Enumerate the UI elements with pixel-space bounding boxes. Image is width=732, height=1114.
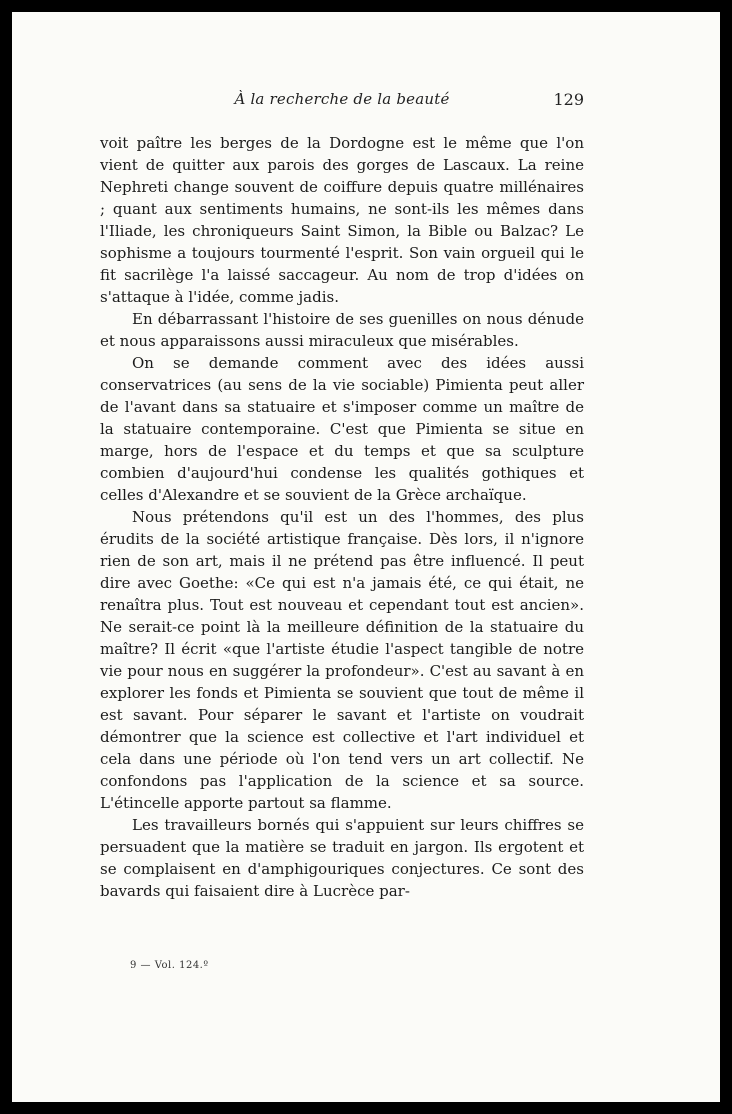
paragraph-3: On se demande comment avec des idées aussi conservatrices (au sens de la vie sociable) Pimienta peut aller de l'avant dans sa statuaire et s'imposer comme un maître de la statuaire contemporaine. C'est que Pimienta se situe en marge, hors de l'espace et du temps et que sa sculpture combien d'aujourd'hui condense les qualités gothiques et celles d'Alexandre et se souvient de la Grèce archaïque.: [100, 354, 584, 504]
printer-signature: 9 — Vol. 124.º: [130, 960, 209, 971]
paragraph-1: voit paître les berges de la Dordogne est le même que l'on vient de quitter aux parois des gorges de Lascaux. La reine Nephreti change souvent de coiffure depuis quatre millénaires ; quant aux sentiments humains, ne sont-ils les mêmes dans l'Iliade, les chroniqueurs Saint Simon, la Bible ou Balzac? Le sophisme a toujours tourmenté l'esprit. Son vain orgueil qui le fit sacrilège l'a laissé saccageur. Au nom de trop d'idées on s'attaque à l'idée, comme jadis.: [100, 134, 584, 306]
paragraph-2: En débarrassant l'histoire de ses guenilles on nous dénude et nous apparaissons aussi miraculeux que misérables.: [100, 310, 584, 350]
page-header: [100, 90, 584, 114]
running-title: À la recherche de la beauté: [234, 90, 450, 108]
body-text: [100, 132, 584, 902]
book-page: [12, 12, 720, 1102]
paragraph-5: Les travailleurs bornés qui s'appuient sur leurs chiffres se persuadent que la matière se traduit en jargon. Ils ergotent et se complaisent en d'amphigouriques conjectures. Ce sont des bavards qui faisaient dire à Lucrèce par-: [100, 816, 584, 900]
page-number: 129: [553, 90, 584, 109]
paragraph-4: Nous prétendons qu'il est un des l'hommes, des plus érudits de la société artistique française. Dès lors, il n'ignore rien de son art, mais il ne prétend pas être influencé. Il peut dire avec Goethe: «Ce qui est n'a jamais été, ce qui était, ne renaîtra plus. Tout est nouveau et cependant tout est ancien». Ne serait-ce point là la meilleure définition de la statuaire du maître? Il écrit «que l'artiste étudie l'aspect tangible de notre vie pour nous en suggérer la profondeur». C'est au savant à en explorer les fonds et Pimienta se souvient que tout de même il est savant. Pour séparer le savant et l'artiste on voudrait démontrer que la science est collective et l'art individuel et cela dans une période où l'on tend vers un art collectif. Ne confondons pas l'application de la science et sa source. L'étincelle apporte partout sa flamme.: [100, 508, 584, 812]
